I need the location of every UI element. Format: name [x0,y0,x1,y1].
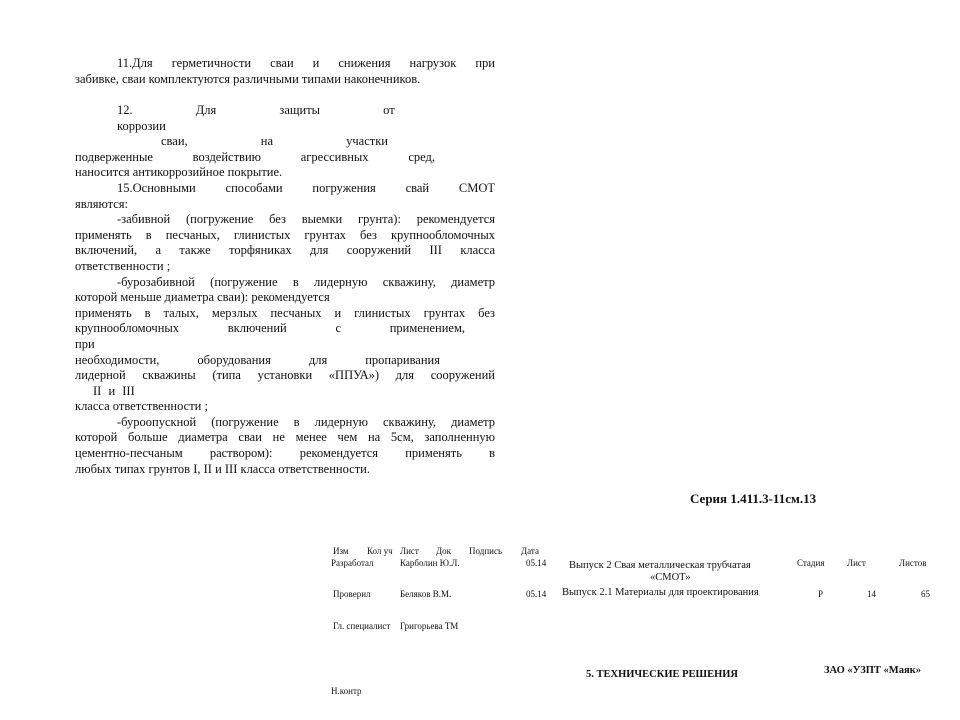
para-11-line-1: 11.Для герметичности сваи и снижения нагрузок при [117,56,495,70]
sheet-header: Лист [847,558,866,568]
bullet-1-line-1: -забивной (погружение без выемки грунта): рекомендуется [117,212,495,227]
bullet-2-line-2: которой меньше диаметра сваи): рекомендуется [75,290,330,305]
date-developer: 05.14 [526,558,547,568]
para-12 [75,103,495,477]
para-12-text-2: сваи, на участки [161,134,388,149]
bullet-3-line-2: которой больше диаметра сваи не менее чем на 5см, заполненную [75,430,495,445]
doc-subtitle: Выпуск 2.1 Материалы для проектирования [562,587,759,598]
sheets-total-value: 65 [921,589,930,599]
para-12-line-2 [75,134,495,150]
role-chief-specialist: Гл. специалист [333,621,391,631]
bullet-3-line-3: цементно-песчаным раствором): рекомендуется применять в [75,446,495,461]
role-developer: Разработал [331,558,374,568]
name-developer: Карболин Ю.Л. [400,558,460,568]
para-11-line-2: забивке, сваи комплектуются различными типами наконечников. [75,71,421,86]
bullet-3-line-1: -буроопускной (погружение в лидерную скважину, диаметр [117,414,495,429]
sheet-value: 14 [867,589,876,599]
bullet-2-line-1: -бурозабивной (погружение в лидерную скважину, диаметр [117,274,495,289]
bullet-1-line-2: применять в песчаных, глинистых грунтах без крупнообломочных [75,227,495,242]
para-12-text-1: 12. Для защиты от коррозии [117,103,395,133]
para-15-line-1: 15.Основными способами погружения свай СМОТ [117,180,495,195]
bullet-2-text-8: II и III [93,383,135,398]
section-title: 5. ТЕХНИЧЕСКИЕ РЕШЕНИЯ [586,669,738,680]
name-chief-specialist: Григорьева ТМ [400,621,459,631]
bullet-1-line-3: включений, а также торфяниках для сооружений III класса [75,243,495,258]
bullet-2-line-8 [75,384,495,400]
para-12-line-4: наносится антикоррозийное покрытие. [75,165,283,180]
para-12-line-3: подверженные воздействию агрессивных сред, [75,149,435,164]
col-data-header: Дата [521,546,539,556]
bullet-3-line-4: любых типах грунтов I, II и III класса ответственности. [75,461,370,476]
bullet-2-line-3: применять в талых, мерзлых песчаных и глинистых грунтах без [75,305,495,320]
col-izm-header: Изм [333,546,349,556]
bullet-2-line-9: класса ответственности ; [75,399,208,414]
role-norm-control: Н.контр [331,686,362,696]
bullet-2-line-5: при [75,336,95,351]
col-list-header: Лист [400,546,419,556]
para-12-line-1 [75,103,495,134]
col-dok-header: Док [436,546,452,556]
stage-header: Стадия [797,558,825,568]
company-name: ЗАО «УЗПТ «Маяк» [824,665,921,676]
role-checker: Проверил [333,589,371,599]
bullet-1-line-4: ответственности ; [75,258,171,273]
para-15-line-2: являются: [75,196,129,211]
bullet-2-line-7: лидерной скважины (типа установки «ППУА») для сооружений [75,368,495,383]
bullet-2-line-4: крупнообломочных включений с применением, [75,321,465,336]
name-checker: Беляков В.М. [400,589,452,599]
main-text-block [75,56,495,87]
col-podp-header: Подпись [469,546,503,556]
bullet-2-line-6: необходимости, оборудования для пропаривания [75,352,440,367]
series-label: Серия 1.411.3-11см.13 [690,491,817,506]
col-kol-header: Кол уч [367,546,393,556]
doc-title-line-2: «СМОТ» [650,572,691,583]
date-checker: 05.14 [526,589,547,599]
doc-title-line-1: Выпуск 2 Свая металлическая трубчатая [569,560,751,571]
sheets-total-header: Листов [899,558,927,568]
stage-value: Р [818,589,824,599]
